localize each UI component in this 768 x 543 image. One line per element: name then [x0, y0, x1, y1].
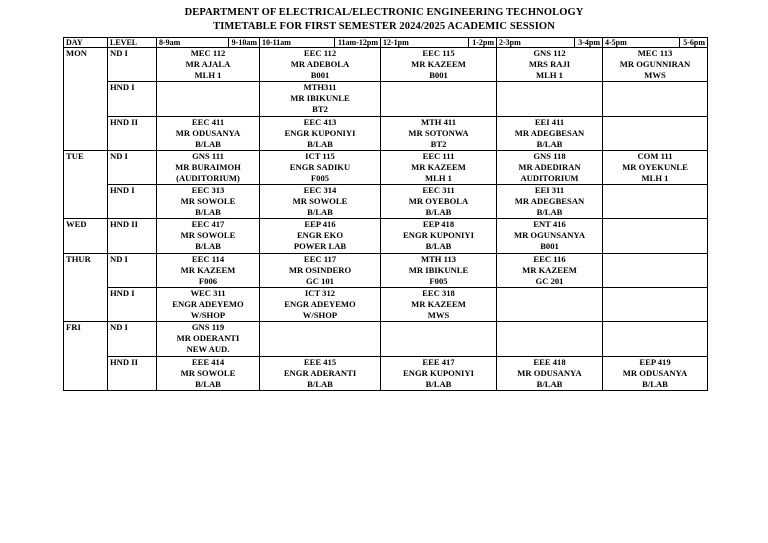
timetable: [63, 37, 708, 391]
lecturer-name: MR OGUNNIRAN: [619, 59, 691, 70]
lecturer-name: MR ADEDIRAN: [518, 161, 581, 172]
venue: B/LAB: [307, 207, 333, 218]
course-cell: [603, 219, 708, 253]
course-cell: [497, 322, 603, 356]
table-row: [64, 322, 708, 356]
lecturer-name: ENGR KUPONIYI: [403, 367, 474, 378]
header-time: 4-5pm: [605, 38, 627, 48]
venue: AUDITORIUM: [520, 172, 579, 183]
lecturer-name: MR KAZEEM: [522, 264, 577, 275]
course-cell: [497, 48, 603, 82]
day-cell: THUR: [64, 253, 108, 322]
day-cell: FRI: [64, 322, 108, 391]
day-cell: TUE: [64, 150, 108, 219]
course-cell: [260, 116, 381, 150]
venue: B/LAB: [195, 207, 221, 218]
lecturer-name: ENGR ADERANTI: [283, 367, 357, 378]
lecturer-name: MR IBIKUNLE: [290, 93, 350, 104]
course-cell: [157, 288, 260, 322]
course-cell: [157, 356, 260, 390]
course-code: EEC 115: [422, 48, 455, 59]
header-slot: [603, 38, 708, 48]
course-code: EEC 114: [191, 253, 225, 264]
lecturer-name: MR OSINDERO: [288, 264, 352, 275]
course-code: GNS 119: [191, 322, 225, 333]
venue: W/SHOP: [190, 310, 226, 321]
level-cell: HND II: [108, 219, 157, 253]
course-cell: [381, 82, 497, 116]
venue: MLH 1: [425, 172, 452, 183]
venue: F005: [310, 172, 330, 183]
lecturer-name: ENGR SADIKU: [289, 161, 351, 172]
venue: B/LAB: [195, 241, 221, 252]
venue: MLH 1: [536, 70, 563, 81]
course-cell: [381, 288, 497, 322]
venue: B/LAB: [425, 241, 452, 252]
course-cell: [157, 82, 260, 116]
course-cell: [381, 356, 497, 390]
course-cell: [260, 185, 381, 219]
course-cell: [497, 185, 603, 219]
course-cell: [381, 253, 497, 287]
venue: MLH 1: [641, 172, 669, 183]
level-cell: HND II: [108, 116, 157, 150]
course-code: EEC 311: [422, 185, 455, 196]
course-cell: [260, 356, 381, 390]
header-slot: [381, 38, 497, 48]
venue: B/LAB: [307, 138, 333, 149]
course-code: EEE 417: [422, 356, 455, 367]
course-cell: [603, 185, 708, 219]
lecturer-name: MR OGUNSANYA: [513, 230, 586, 241]
venue: MWS: [644, 70, 666, 81]
lecturer-name: MR ADEGBESAN: [514, 196, 585, 207]
lecturer-name: MR ADEBOLA: [290, 59, 350, 70]
header-day: DAY: [64, 38, 108, 48]
lecturer-name: MR KAZEEM: [411, 299, 466, 310]
course-code: ICT 312: [304, 288, 336, 299]
lecturer-name: MR IBIKUNLE: [408, 264, 469, 275]
course-code: MTH 113: [420, 253, 457, 264]
course-cell: [603, 150, 708, 184]
lecturer-name: ENGR KUPONIYI: [284, 127, 356, 138]
course-cell: [603, 253, 708, 287]
course-cell: [260, 288, 381, 322]
course-cell: [157, 219, 260, 253]
lecturer-name: MRS RAJI: [528, 59, 571, 70]
lecturer-name: MR KAZEEM: [411, 161, 466, 172]
lecturer-name: MR KAZEEM: [411, 59, 466, 70]
table-row: [64, 356, 708, 390]
venue: GC 201: [535, 275, 564, 286]
course-cell: [157, 322, 260, 356]
course-cell: [497, 116, 603, 150]
lecturer-name: MR SOWOLE: [180, 196, 236, 207]
level-cell: ND I: [108, 322, 157, 356]
header-time: 11am-12pm: [334, 38, 378, 47]
lecturer-name: MR ODUSANYA: [517, 367, 582, 378]
course-cell: [157, 116, 260, 150]
header-time: 8-9am: [159, 38, 181, 48]
level-cell: ND I: [108, 253, 157, 287]
course-code: EEC 313: [191, 185, 225, 196]
header-time: 5-6pm: [679, 38, 705, 47]
header-time: 2-3pm: [499, 38, 521, 48]
venue: B001: [310, 70, 330, 81]
lecturer-name: ENGR KUPONIYI: [403, 230, 474, 241]
course-cell: [603, 322, 708, 356]
header-slot: [497, 38, 603, 48]
course-cell: [497, 253, 603, 287]
course-code: EEE 415: [303, 356, 337, 367]
header-slot: [157, 38, 260, 48]
course-cell: [497, 82, 603, 116]
lecturer-name: MR OYEBOLA: [408, 196, 469, 207]
level-cell: HND I: [108, 288, 157, 322]
header-time: 1-2pm: [468, 38, 494, 47]
course-code: EEC 314: [303, 185, 337, 196]
course-cell: [603, 116, 708, 150]
lecturer-name: MR ODERANTI: [176, 333, 240, 344]
venue: B/LAB: [536, 138, 563, 149]
level-cell: ND I: [108, 150, 157, 184]
course-code: EEC 417: [191, 219, 225, 230]
lecturer-name: MR ADEGBESAN: [514, 127, 585, 138]
level-cell: ND I: [108, 48, 157, 82]
day-cell: WED: [64, 219, 108, 253]
venue: B/LAB: [307, 378, 333, 389]
header-time: 12-1pm: [383, 38, 409, 48]
header-time: 9-10am: [228, 38, 257, 47]
lecturer-name: MR SOTONWA: [408, 127, 469, 138]
table-row: [64, 150, 708, 184]
header-row: [64, 38, 708, 48]
venue: B/LAB: [195, 378, 221, 389]
course-cell: [381, 322, 497, 356]
course-code: EEC 111: [422, 150, 455, 161]
course-cell: [381, 219, 497, 253]
course-cell: [260, 322, 381, 356]
lecturer-name: MR ODUSANYA: [175, 127, 241, 138]
course-code: EEP 418: [422, 219, 455, 230]
venue: B/LAB: [195, 138, 221, 149]
course-code: ENT 416: [533, 219, 566, 230]
course-cell: [603, 288, 708, 322]
course-code: COM 111: [637, 150, 673, 161]
venue: BT2: [312, 104, 328, 115]
venue: MLH 1: [194, 70, 222, 81]
course-cell: [381, 116, 497, 150]
venue: B/LAB: [536, 207, 563, 218]
course-cell: [497, 219, 603, 253]
course-code: EEC 112: [303, 48, 337, 59]
course-code: MEC 112: [190, 48, 226, 59]
header-time: 10-11am: [262, 38, 291, 48]
course-cell: [497, 356, 603, 390]
table-row: [64, 82, 708, 116]
lecturer-name: MR BURAIMOH: [175, 161, 241, 172]
course-code: EEC 116: [533, 253, 566, 264]
table-row: [64, 288, 708, 322]
course-code: EEI 411: [534, 116, 565, 127]
course-cell: [381, 150, 497, 184]
course-code: GNS 118: [533, 150, 566, 161]
venue: F005: [429, 275, 448, 286]
level-cell: HND II: [108, 356, 157, 390]
course-code: GNS 111: [192, 150, 224, 161]
course-code: EEE 414: [191, 356, 225, 367]
venue: B/LAB: [425, 378, 452, 389]
course-cell: [603, 356, 708, 390]
table-row: [64, 253, 708, 287]
level-cell: HND I: [108, 82, 157, 116]
venue: B001: [540, 241, 559, 252]
venue: W/SHOP: [302, 310, 338, 321]
course-cell: [381, 185, 497, 219]
course-code: EEI 311: [534, 185, 565, 196]
venue: (AUDITORIUM): [176, 172, 240, 183]
course-cell: [260, 82, 381, 116]
table-row: [64, 48, 708, 82]
venue: POWER LAB: [293, 241, 347, 252]
venue: B/LAB: [536, 378, 563, 389]
course-cell: [157, 48, 260, 82]
course-cell: [497, 150, 603, 184]
course-cell: [260, 219, 381, 253]
course-code: EEE 418: [533, 356, 566, 367]
venue: B/LAB: [642, 378, 668, 389]
course-cell: [260, 253, 381, 287]
course-code: EEC 117: [303, 253, 337, 264]
day-cell: MON: [64, 48, 108, 151]
course-code: EEC 411: [191, 116, 225, 127]
document-subtitle: TIMETABLE FOR FIRST SEMESTER 2024/2025 ACADEMIC SESSION: [213, 21, 555, 32]
lecturer-name: ENGR ADEYEMO: [172, 299, 244, 310]
course-cell: [381, 48, 497, 82]
lecturer-name: MR SOWOLE: [180, 230, 236, 241]
table-row: [64, 185, 708, 219]
header-slot: [260, 38, 381, 48]
course-code: WEC 311: [190, 288, 226, 299]
course-code: EEP 419: [639, 356, 671, 367]
course-cell: [260, 150, 381, 184]
header-time: 3-4pm: [574, 38, 600, 47]
course-cell: [497, 288, 603, 322]
table-row: [64, 219, 708, 253]
course-code: EEC 413: [303, 116, 337, 127]
course-code: MEC 113: [637, 48, 673, 59]
lecturer-name: ENGR EKO: [296, 230, 344, 241]
lecturer-name: MR OYEKUNLE: [622, 161, 688, 172]
lecturer-name: MR ODUSANYA: [622, 367, 688, 378]
venue: F006: [198, 275, 218, 286]
lecturer-name: MR SOWOLE: [292, 196, 348, 207]
course-cell: [260, 48, 381, 82]
venue: BT2: [430, 138, 447, 149]
venue: MWS: [427, 310, 450, 321]
course-cell: [603, 48, 708, 82]
lecturer-name: MR KAZEEM: [180, 264, 236, 275]
course-code: MTH 411: [420, 116, 457, 127]
course-code: EEC 318: [422, 288, 455, 299]
venue: B/LAB: [425, 207, 452, 218]
course-cell: [157, 253, 260, 287]
course-code: EEP 416: [304, 219, 336, 230]
course-cell: [603, 82, 708, 116]
venue: B001: [429, 70, 448, 81]
course-cell: [157, 185, 260, 219]
course-code: GNS 112: [533, 48, 566, 59]
venue: GC 101: [306, 275, 334, 286]
course-code: ICT 115: [305, 150, 335, 161]
header-level: LEVEL: [108, 38, 157, 48]
course-cell: [157, 150, 260, 184]
lecturer-name: MR AJALA: [185, 59, 231, 70]
lecturer-name: ENGR ADEYEMO: [284, 299, 356, 310]
document-title: DEPARTMENT OF ELECTRICAL/ELECTRONIC ENGINEERING TECHNOLOGY: [184, 7, 584, 18]
level-cell: HND I: [108, 185, 157, 219]
venue: NEW AUD.: [186, 344, 230, 355]
course-code: MTH311: [303, 82, 337, 93]
lecturer-name: MR SOWOLE: [180, 367, 236, 378]
table-row: [64, 116, 708, 150]
